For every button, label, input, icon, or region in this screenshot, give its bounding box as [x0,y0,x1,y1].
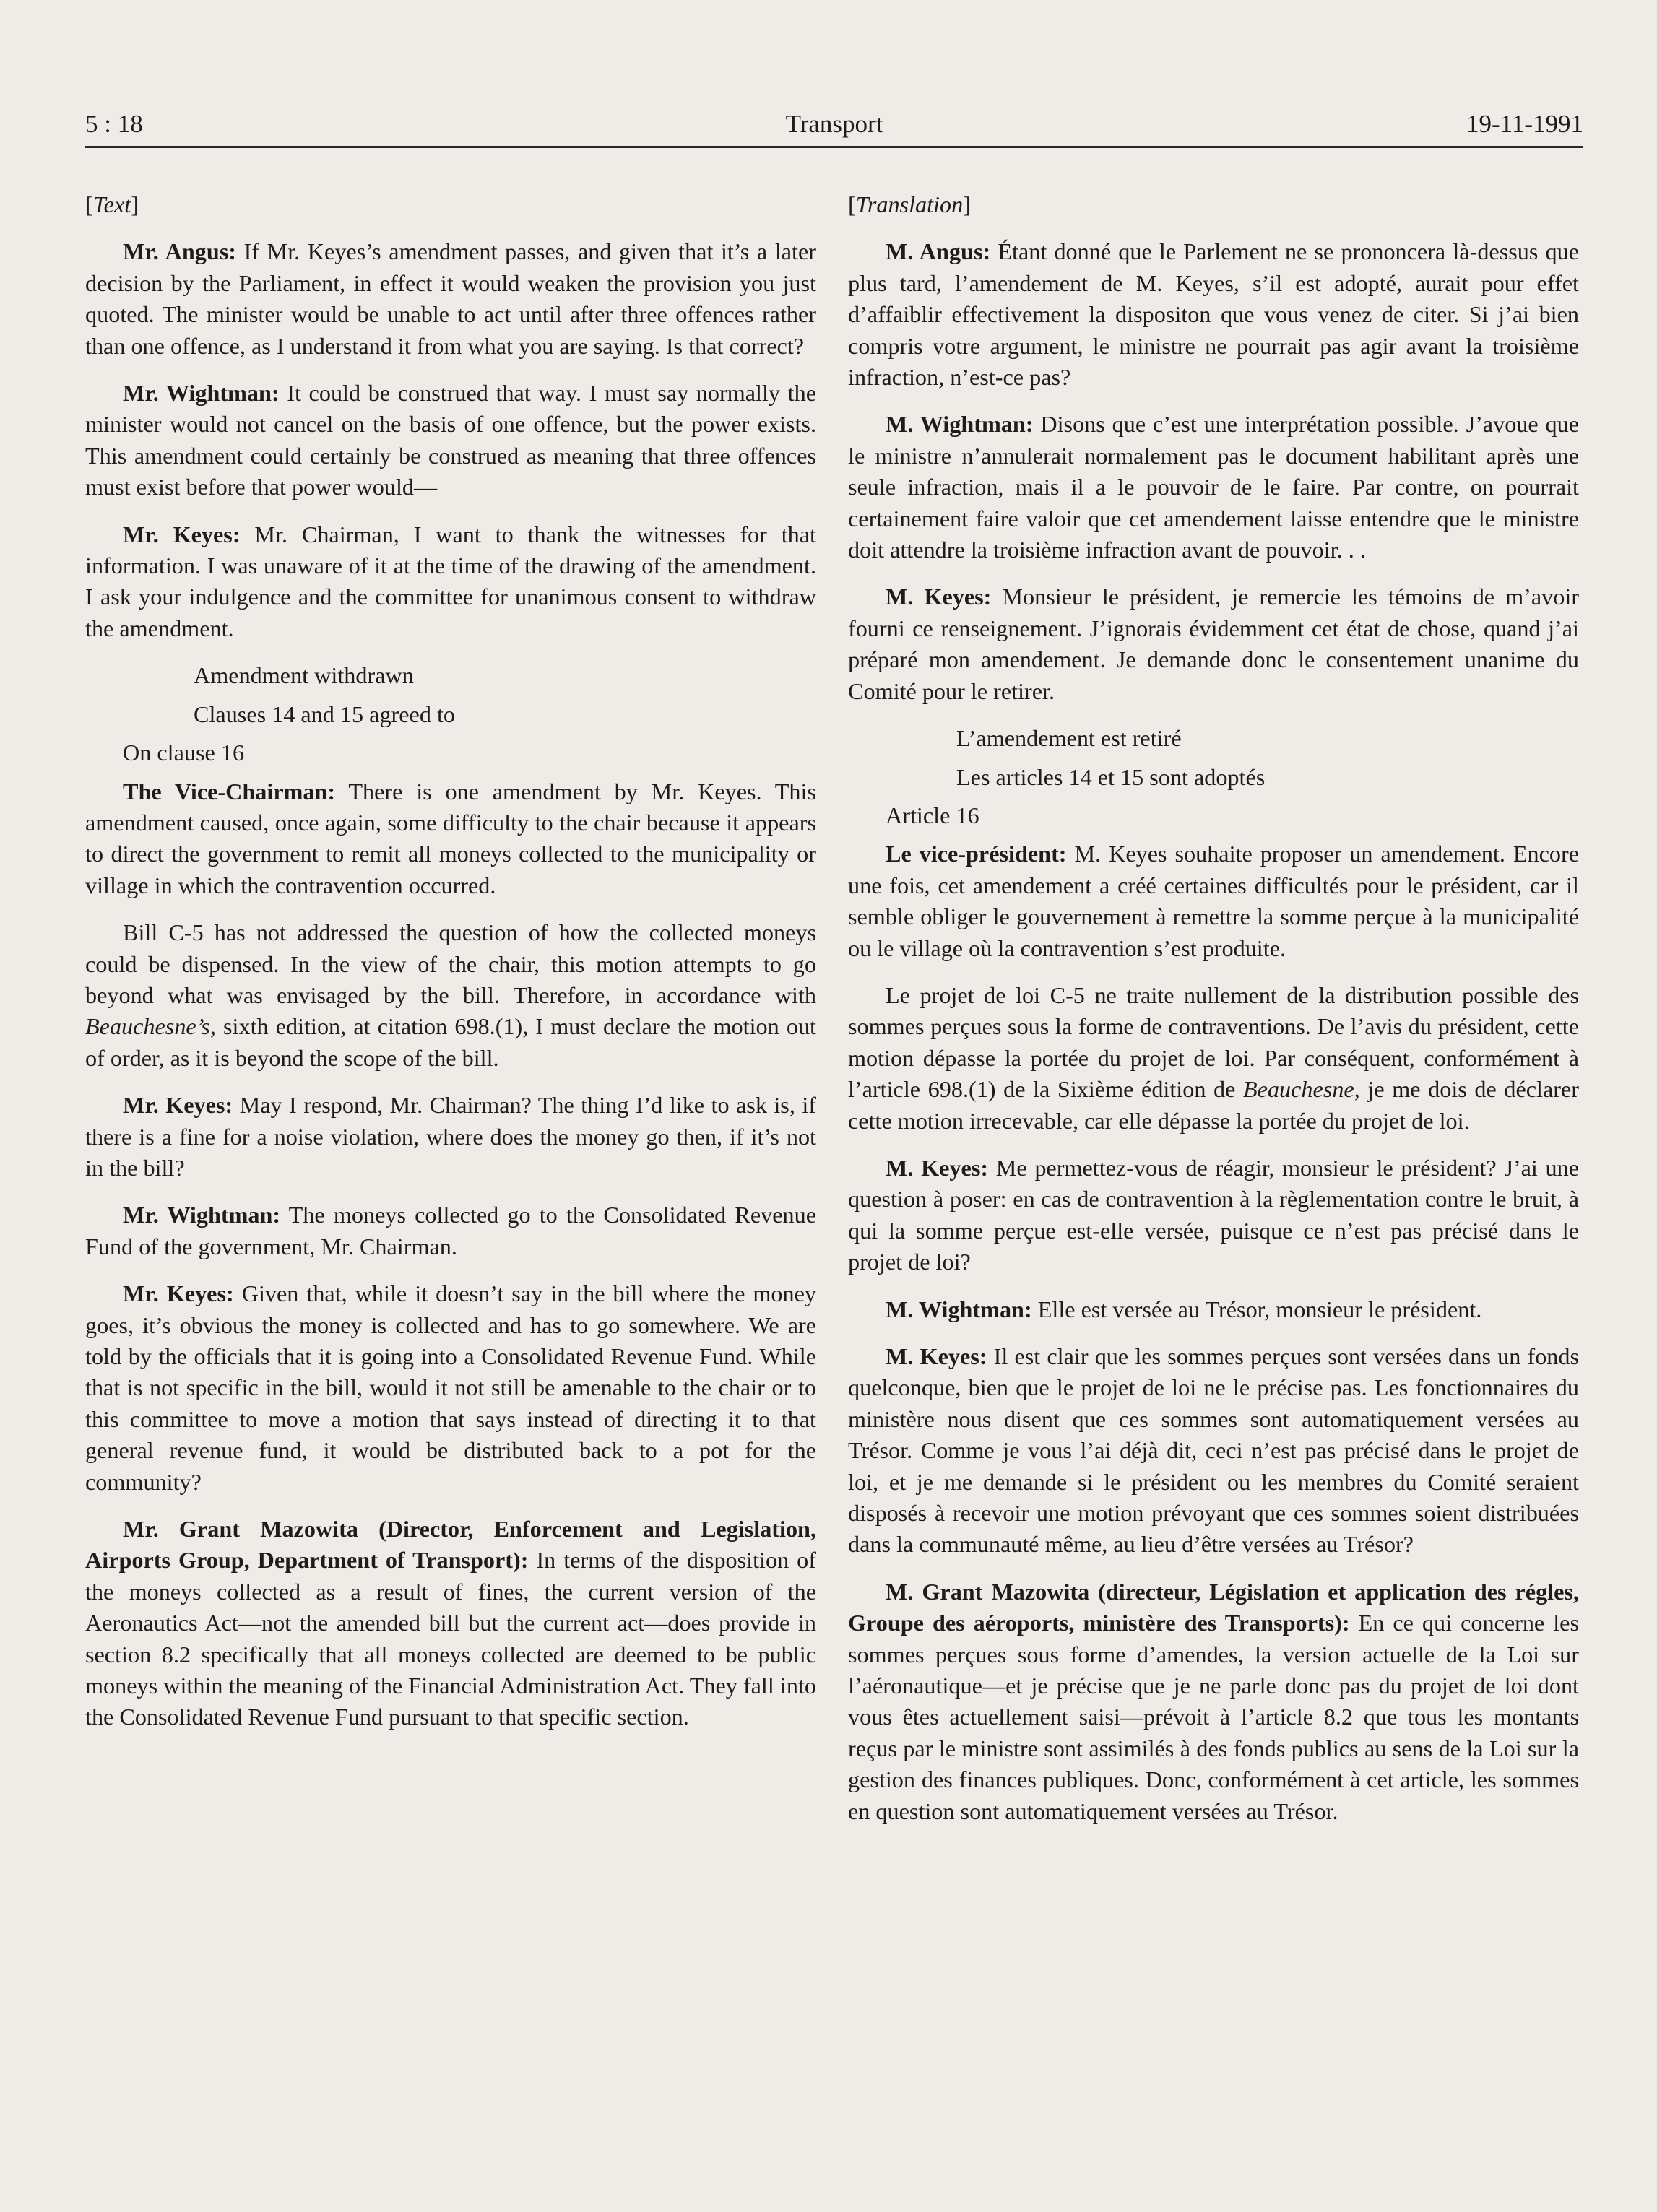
speaker-name: Mr. Keyes: [123,1092,233,1119]
procedural-note: Clauses 14 and 15 agreed to [194,701,456,727]
speech-paragraph: Mr. Wightman: The moneys collected go to the Consolidated Revenue Fund of the government, Mr. Chairman. [85,1202,816,1259]
speech-paragraph: Mr. Keyes: Mr. Chairman, I want to thank the witnesses for that information. I was unaware of it at the time of the drawing of the amendment. I ask your indulgence and the committee for unanimous consent to withdraw the amendment. [85,521,816,641]
speaker-name: M. Keyes: [886,1154,989,1181]
speaker-name: The Vice-Chairman: [123,778,336,804]
column-tag: [Translation] [848,191,971,217]
speech-paragraph: The Vice-Chairman: There is one amendment by Mr. Keyes. This amendment caused, once again, some difficulty to the chair because it appears to direct the government to remit all moneys collected to the municipality or village in which the contravention occurred. [85,778,816,898]
speech-paragraph: Mr. Wightman: It could be construed that way. I must say normally the minister would not cancel on the basis of one offence, but the power exists. This amendment could certainly be construed as meaning that three offences must exist before that power would— [85,380,816,500]
procedural-note: Amendment withdrawn [194,662,414,689]
speech-paragraph: Mr. Angus: If Mr. Keyes’s amendment passes, and given that it’s a later decision by the Parliament, in effect it would weaken the provision you just quoted. The minister would be unable to act until after three offences rather than one offence, as I understand it from what you are saying. Is that correct? [85,238,816,359]
speaker-name: M. Keyes: [886,1343,987,1369]
speaker-name: M. Wightman: [886,411,1034,438]
speech-paragraph: Le projet de loi C-5 ne traite nullement de la distribution possible des sommes perçues sous la forme de contraventions. De l’avis du président, cette motion dépasse la portée du projet de loi. Par conséquent, conformément à l’article 698.(1) de la Sixième édition de Beauchesne, je me dois de déclarer cette motion irrecevable, car elle dépasse la portée du projet de loi. [848,981,1579,1134]
speech-paragraph: Mr. Keyes: Given that, while it doesn’t say in the bill where the money goes, it’s obvious the money is collected and has to go somewhere. We are told by the officials that it is going into a Consolidated Revenue Fund. While that is not specific in the bill, would it not still be amenable to the chair or to this committee to move a motion that says instead of directing it to that general revenue fund, it would be distributed back to a pot for the community? [85,1280,816,1495]
running-title: Transport [785,110,883,138]
speaker-name: M. Keyes: [886,584,992,610]
page-header [85,105,1583,148]
speech-paragraph: M. Keyes: Me permettez-vous de réagir, monsieur le président? J’ai une question à poser: en cas de contravention à la règlementation contre le bruit, à qui la somme perçue est-elle versée, puisque ce n’est pas précisé dans le projet de loi? [848,1154,1579,1275]
speaker-name: M. Wightman: [886,1296,1032,1322]
page-number: 5 : 18 [85,110,143,138]
speaker-name: Mr. Keyes: [123,521,241,547]
speaker-name: Mr. Angus: [123,238,236,265]
speaker-name: Mr. Keyes: [123,1280,234,1307]
speaker-name: Mr. Wightman: [123,380,280,407]
speech-paragraph: M. Wightman: Disons que c’est une interprétation possible. J’avoue que le ministre n’annulerait normalement pas le document habilitant après une seule infraction, mais il a le pouvoir de le faire. Par contre, on pourrait certainement faire valoir que cet amendement laisse entendre que le ministre doit attendre la troisième infraction avant de pouvoir. . . [848,411,1579,563]
speech-paragraph: Mr. Grant Mazowita (Director, Enforcement and Legislation, Airports Group, Department of Transport): In terms of the disposition of the moneys collected as a result of fines, the current version of the Aeronautics Act—not the amended bill but the current act—does provide in section 8.2 specifically that all moneys collected are deemed to be public moneys within the meaning of the Financial Administration Act. They fall into the Consolidated Revenue Fund pursuant to that specific section. [85,1516,816,1730]
speaker-name: M. Angus: [886,238,991,265]
speaker-name: Mr. Wightman: [123,1202,281,1228]
speech-paragraph: M. Grant Mazowita (directeur, Législation et application des régles, Groupe des aéroports, ministère des Transports): En ce qui concerne les sommes perçues sous forme d’amendes, la version actuelle de la Loi sur l’aéronautique—et je précise que je ne parle donc pas du projet de loi dont vous êtes actuellement saisi—prévoit à l’article 8.2 que tous les montants reçus par le ministre sont assimilés à des fonds publics au sens de la Loi sur la gestion des finances publiques. Donc, conformément à cet article, les sommes en question sont automatiquement versées au Trésor. [848,1578,1579,1824]
speaker-name: M. Grant Mazowita (directeur, Législation et application des régles, Groupe des aéroports, ministère des Transports): [848,1578,1579,1636]
speech-paragraph: Le vice-président: M. Keyes souhaite proposer un amendement. Encore une fois, cet amendement a créé certaines difficultés pour le président, car il semble obliger le gouvernement à remettre la somme perçue à la municipalité ou le village où la contravention s’est produite. [848,841,1579,961]
procedural-note: Les articles 14 et 15 sont adoptés [956,763,1266,790]
speech-paragraph: Bill C-5 has not addressed the question of how the collected moneys could be dispensed. In the view of the chair, this motion attempts to go beyond what was envisaged by the bill. Therefore, in accordance with Beauchesne’s, sixth edition, at citation 698.(1), I must declare the motion out of order, as it is beyond the scope of the bill. [85,919,816,1071]
procedural-note: On clause 16 [123,739,245,766]
speech-paragraph: M. Wightman: Elle est versée au Trésor, monsieur le président. [886,1296,1482,1322]
sitting-date: 19-11-1991 [1466,110,1583,138]
english-column [85,189,816,1749]
speech-paragraph: M. Angus: Étant donné que le Parlement ne se prononcera là-dessus que plus tard, l’amendement de M. Keyes, s’il est adopté, aurait pour effet d’affaiblir effectivement la dispositon que vous venez de citer. Si j’ai bien compris votre argument, le ministre ne pourrait pas agir avant la troisième infraction, n’est-ce pas? [848,238,1579,391]
speaker-name: Le vice-président: [886,841,1067,867]
procedural-note: L’amendement est retiré [956,725,1182,752]
procedural-note: Article 16 [886,802,979,828]
speech-paragraph: Mr. Keyes: May I respond, Mr. Chairman? The thing I’d like to ask is, if there is a fine for a noise violation, where does the money go then, if it’s not in the bill? [85,1092,816,1181]
french-column [848,189,1579,1843]
speaker-name: Mr. Grant Mazowita (Director, Enforcement and Legislation, Airports Group, Department of Transport): [85,1516,816,1574]
column-tag: [Text] [85,191,139,217]
speech-paragraph: M. Keyes: Monsieur le président, je remercie les témoins de m’avoir fourni ce renseignement. J’ignorais évidemment cet état de chose, quand j’ai préparé mon amendement. Je demande donc le consentement unanime du Comité pour le retirer. [848,584,1580,704]
speech-paragraph: M. Keyes: Il est clair que les sommes perçues sont versées dans un fonds quelconque, bien que le projet de loi ne le précise pas. Les fonctionnaires du ministère nous disent que ces sommes sont automatiquement versées au Trésor. Comme je vous l’ai déjà dit, ceci n’est pas précisé dans le projet de loi, et je me demande si le président ou les membres du Comité seraient disposés à recevoir une motion prévoyant que ces sommes soient distribuées dans la communauté même, au lieu d’être versées au Trésor? [848,1343,1580,1558]
